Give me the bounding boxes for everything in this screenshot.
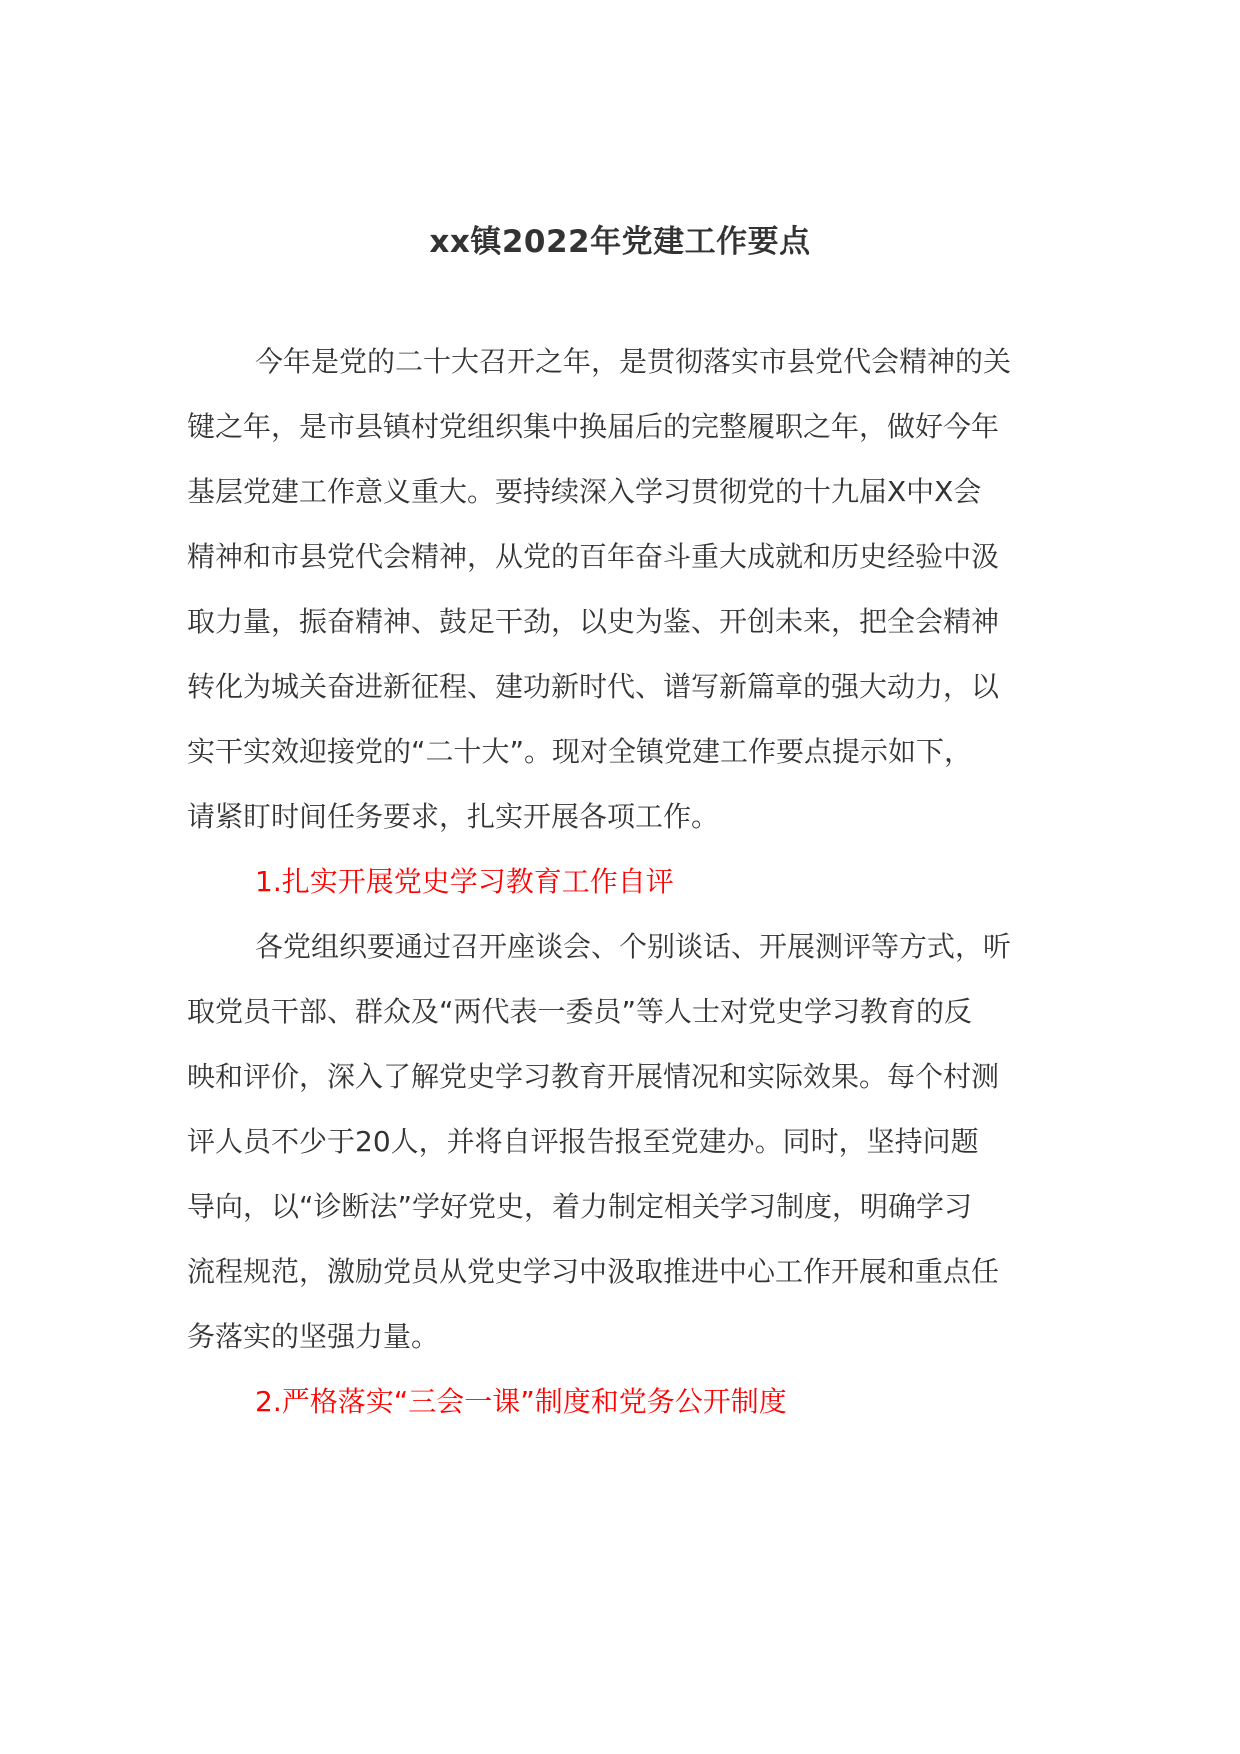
paragraph-line: 今年是党的二十大召开之年，是贯彻落实市县党代会精神的关 — [255, 345, 1012, 378]
section-heading-1: 1.扎实开展党史学习教育工作自评 — [255, 865, 674, 898]
paragraph-line: 键之年，是市县镇村党组织集中换届后的完整履职之年，做好今年 — [187, 410, 1000, 443]
paragraph-line: 实干实效迎接党的“二十大”。现对全镇党建工作要点提示如下， — [187, 735, 973, 768]
paragraph-line: 请紧盯时间任务要求，扎实开展各项工作。 — [187, 800, 720, 833]
section-heading-2: 2.严格落实“三会一课”制度和党务公开制度 — [255, 1385, 787, 1418]
document-title: xx镇2022年党建工作要点 — [429, 224, 811, 260]
paragraph-line: 导向，以“诊断法”学好党史，着力制定相关学习制度，明确学习 — [187, 1190, 973, 1223]
paragraph-line: 各党组织要通过召开座谈会、个别谈话、开展测评等方式，听 — [255, 930, 1012, 963]
paragraph-line: 取力量，振奋精神、鼓足干劲，以史为鉴、开创未来，把全会精神 — [187, 605, 1000, 638]
paragraph-intro — [187, 329, 1067, 849]
paragraph-line: 精神和市县党代会精神，从党的百年奋斗重大成就和历史经验中汲 — [187, 540, 1000, 573]
paragraph-line: 转化为城关奋进新征程、建功新时代、谱写新篇章的强大动力，以 — [187, 670, 1000, 703]
paragraph-line: 评人员不少于20人，并将自评报告报至党建办。同时，坚持问题 — [187, 1125, 979, 1158]
paragraph-line: 流程规范，激励党员从党史学习中汲取推进中心工作开展和重点任 — [187, 1255, 1000, 1288]
paragraph-self-evaluation — [187, 914, 1067, 1369]
paragraph-line: 务落实的坚强力量。 — [187, 1320, 440, 1353]
paragraph-line: 基层党建工作意义重大。要持续深入学习贯彻党的十九届X中X会 — [187, 475, 982, 508]
paragraph-line: 映和评价，深入了解党史学习教育开展情况和实际效果。每个村测 — [187, 1060, 1000, 1093]
document-body — [187, 329, 1067, 1434]
paragraph-line: 取党员干部、群众及“两代表一委员”等人士对党史学习教育的反 — [187, 995, 973, 1028]
